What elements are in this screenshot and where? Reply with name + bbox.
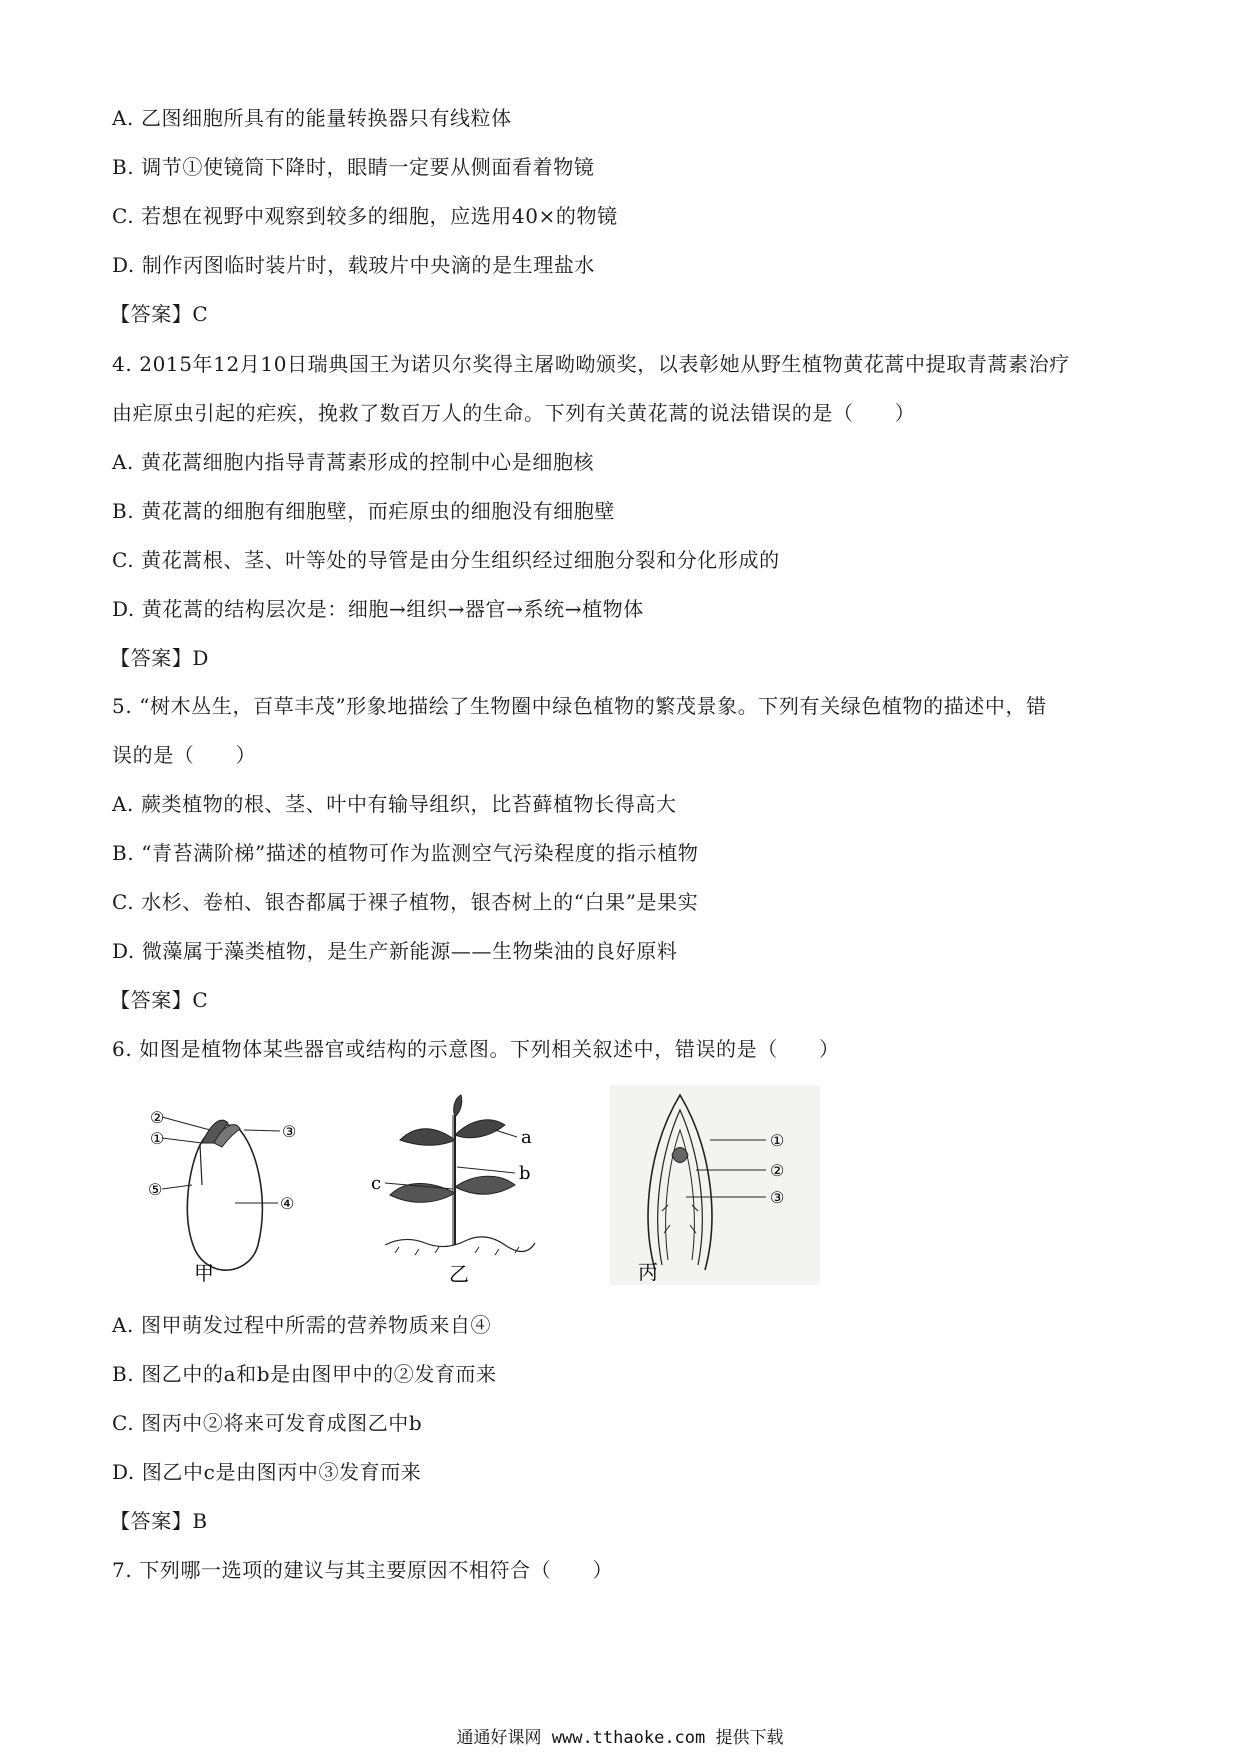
q7-stem: 7. 下列哪一选项的建议与其主要原因不相符合（ ） <box>112 1558 614 1582</box>
bud-diagram <box>610 1085 820 1285</box>
seedling-label-b: b <box>519 1163 531 1184</box>
seed-label-5: ⑤ <box>148 1180 163 1199</box>
q5-option-c: C. 水杉、卷柏、银杏都属于裸子植物，银杏树上的“白果”是果实 <box>112 890 699 914</box>
q3-option-a: A. 乙图细胞所具有的能量转换器只有线粒体 <box>112 106 512 130</box>
seed-label-4: ④ <box>280 1194 295 1213</box>
seedling-diagram <box>365 1085 565 1285</box>
q6-option-b: B. 图乙中的a和b是由图甲中的②发育而来 <box>112 1362 497 1386</box>
q6-stem: 6. 如图是植物体某些器官或结构的示意图。下列相关叙述中，错误的是（ ） <box>112 1037 840 1061</box>
q5-answer: 【答案】C <box>110 988 209 1012</box>
q6-answer: 【答案】B <box>110 1509 208 1533</box>
q6-option-d: D. 图乙中c是由图丙中③发育而来 <box>112 1460 422 1484</box>
q5-option-d: D. 微藻属于藻类植物，是生产新能源——生物柴油的良好原料 <box>112 939 678 963</box>
q6-option-c: C. 图丙中②将来可发育成图乙中b <box>112 1411 423 1435</box>
q3-option-b: B. 调节①使镜筒下降时，眼睛一定要从侧面看着物镜 <box>112 155 595 179</box>
q5-stem-line2: 误的是（ ） <box>112 743 257 767</box>
q3-answer: 【答案】C <box>110 302 209 326</box>
q4-stem-line1: 4. 2015年12月10日瑞典国王为诺贝尔奖得主屠呦呦颁奖，以表彰她从野生植物黄花蒿中提取青蒿素治疗 <box>112 352 1070 376</box>
seed-label-2: ② <box>150 1108 165 1127</box>
plant-structure-figure <box>140 1085 820 1285</box>
q4-answer: 【答案】D <box>110 646 210 670</box>
bud-caption: 丙 <box>638 1260 658 1284</box>
bud-label-3: ③ <box>770 1188 785 1207</box>
seed-diagram <box>140 1085 320 1285</box>
page-footer: 通通好课网 www.tthaoke.com 提供下载 <box>456 1728 784 1748</box>
q3-option-c: C. 若想在视野中观察到较多的细胞，应选用40×的物镜 <box>112 204 618 228</box>
q5-option-a: A. 蕨类植物的根、茎、叶中有输导组织，比苔藓植物长得高大 <box>112 792 677 816</box>
q4-stem-line2: 由疟原虫引起的疟疾，挽救了数百万人的生命。下列有关黄花蒿的说法错误的是（ ） <box>112 401 916 425</box>
bud-label-2: ② <box>770 1161 785 1180</box>
bud-label-1: ① <box>770 1131 785 1150</box>
q6-option-a: A. 图甲萌发过程中所需的营养物质来自④ <box>112 1313 492 1337</box>
seedling-label-a: a <box>521 1127 532 1148</box>
q4-option-c: C. 黄花蒿根、茎、叶等处的导管是由分生组织经过细胞分裂和分化形成的 <box>112 548 780 572</box>
q4-option-a: A. 黄花蒿细胞内指导青蒿素形成的控制中心是细胞核 <box>112 450 595 474</box>
seed-caption: 甲 <box>194 1261 214 1285</box>
q3-option-d: D. 制作丙图临时装片时，载玻片中央滴的是生理盐水 <box>112 253 596 277</box>
seed-label-3: ③ <box>282 1122 297 1141</box>
q5-stem-line1: 5. “树木丛生，百草丰茂”形象地描绘了生物圈中绿色植物的繁茂景象。下列有关绿色植物的描述中，错 <box>112 694 1047 718</box>
q4-option-b: B. 黄花蒿的细胞有细胞壁，而疟原虫的细胞没有细胞壁 <box>112 499 616 523</box>
seedling-caption: 乙 <box>449 1262 469 1285</box>
q5-option-b: B. “青苔满阶梯”描述的植物可作为监测空气污染程度的指示植物 <box>112 841 699 865</box>
seed-label-1: ① <box>150 1129 165 1148</box>
seedling-label-c: c <box>371 1173 382 1194</box>
q4-option-d: D. 黄花蒿的结构层次是：细胞→组织→器官→系统→植物体 <box>112 597 644 621</box>
